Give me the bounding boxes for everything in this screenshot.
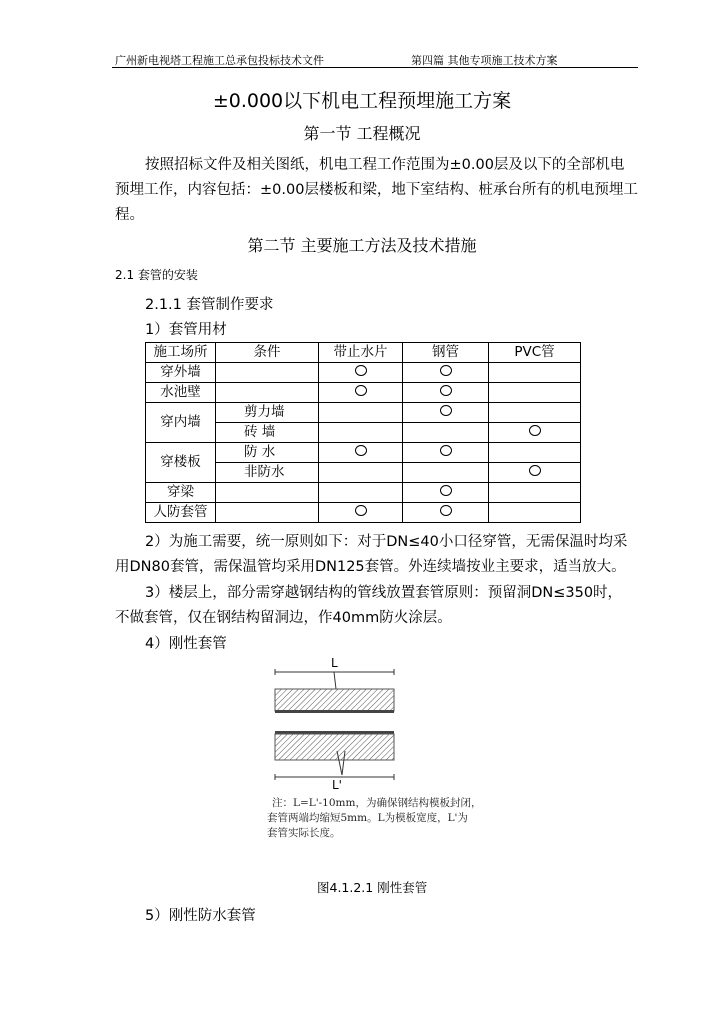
mark-cell xyxy=(489,503,581,523)
circle-mark-icon xyxy=(529,425,541,436)
table-row xyxy=(146,483,581,503)
figure-label-L-prime: L' xyxy=(332,778,342,792)
circle-mark-icon xyxy=(440,505,452,516)
column-header: 条件 xyxy=(216,343,319,363)
condition-cell: 非防水 xyxy=(216,463,319,483)
place-cell: 穿楼板 xyxy=(146,443,216,483)
mark-cell xyxy=(403,423,489,443)
mark-cell xyxy=(489,423,581,443)
item-2-cont: 用DN80套管，需保温管均采用DN125套管。外连续墙按业主要求，适当放大。 xyxy=(115,559,626,575)
mark-cell xyxy=(319,363,403,383)
mark-cell xyxy=(319,503,403,523)
circle-mark-icon xyxy=(440,385,452,396)
table-row xyxy=(146,403,581,423)
condition-cell: 剪力墙 xyxy=(216,403,319,423)
column-header: PVC管 xyxy=(489,343,581,363)
column-header: 施工场所 xyxy=(146,343,216,363)
mark-cell xyxy=(403,463,489,483)
mark-cell xyxy=(319,483,403,503)
mark-cell xyxy=(403,383,489,403)
figure-label-L: L xyxy=(331,656,338,670)
table-row xyxy=(146,443,581,463)
section2-heading: 第二节 主要施工方法及技术措施 xyxy=(247,236,477,255)
circle-mark-icon xyxy=(440,445,452,456)
mark-cell xyxy=(489,463,581,483)
place-cell: 穿内墙 xyxy=(146,403,216,443)
table-header-row xyxy=(146,343,581,363)
place-cell: 水池壁 xyxy=(146,383,216,403)
header-right: 第四篇 其他专项施工技术方案 xyxy=(411,54,558,67)
circle-mark-icon xyxy=(440,405,452,416)
circle-mark-icon xyxy=(355,505,367,516)
circle-mark-icon xyxy=(355,385,367,396)
item-2: 2）为施工需要，统一原则如下：对于DN≤40小口径穿管，无需保温时均采 xyxy=(145,534,628,550)
condition-cell xyxy=(216,503,319,523)
header-left: 广州新电视塔工程施工总承包投标技术文件 xyxy=(115,54,324,67)
column-header: 钢管 xyxy=(403,343,489,363)
section1-heading: 第一节 工程概况 xyxy=(303,124,421,143)
mark-cell xyxy=(489,383,581,403)
place-cell: 穿梁 xyxy=(146,483,216,503)
place-cell: 穿外墙 xyxy=(146,363,216,383)
header-divider xyxy=(112,67,638,68)
mark-cell xyxy=(489,443,581,463)
mark-cell xyxy=(403,443,489,463)
table-row xyxy=(146,383,581,403)
circle-mark-icon xyxy=(355,365,367,376)
condition-cell xyxy=(216,363,319,383)
mark-cell xyxy=(403,363,489,383)
item-3: 3）楼层上，部分需穿越钢结构的管线放置套管原则：预留洞DN≤350时， xyxy=(145,585,623,601)
item-1: 1）套管用材 xyxy=(145,322,227,338)
circle-mark-icon xyxy=(440,485,452,496)
circle-mark-icon xyxy=(355,445,367,456)
subsection-heading: 2.1 套管的安装 xyxy=(115,268,198,282)
subsubsection-heading: 2.1.1 套管制作要求 xyxy=(145,297,274,313)
condition-cell xyxy=(216,483,319,503)
item-3-cont: 不做套管，仅在钢结构留洞边，作40mm防火涂层。 xyxy=(115,610,452,626)
place-cell: 人防套管 xyxy=(146,503,216,523)
sleeve-material-table xyxy=(145,342,581,523)
para-line: 按照招标文件及相关图纸，机电工程工作范围为±0.00层及以下的全部机电 xyxy=(145,157,625,173)
condition-cell xyxy=(216,383,319,403)
figure-note: 套管实际长度。 xyxy=(267,827,341,839)
item-5: 5）刚性防水套管 xyxy=(145,908,256,924)
table-row xyxy=(146,503,581,523)
table-row xyxy=(146,363,581,383)
rigid-sleeve-figure xyxy=(270,655,400,785)
mark-cell xyxy=(319,423,403,443)
mark-cell xyxy=(319,383,403,403)
mark-cell xyxy=(319,443,403,463)
circle-mark-icon xyxy=(440,365,452,376)
page-title: ±0.000以下机电工程预埋施工方案 xyxy=(212,90,512,112)
mark-cell xyxy=(489,363,581,383)
mark-cell xyxy=(403,503,489,523)
mark-cell xyxy=(403,483,489,503)
para-line: 预埋工作，内容包括：±0.00层楼板和梁，地下室结构、桩承台所有的机电预埋工 xyxy=(115,182,638,198)
mark-cell xyxy=(319,463,403,483)
item-4: 4）刚性套管 xyxy=(145,636,227,652)
mark-cell xyxy=(403,403,489,423)
mark-cell xyxy=(319,403,403,423)
column-header: 带止水片 xyxy=(319,343,403,363)
figure-note: 套管两端均缩短5mm。L为模板宽度，L'为 xyxy=(267,812,468,824)
condition-cell: 砖 墙 xyxy=(216,423,319,443)
mark-cell xyxy=(489,403,581,423)
figure-note: 注：L=L'-10mm，为确保钢结构模板封闭， xyxy=(272,797,482,809)
para-line: 程。 xyxy=(115,207,144,223)
condition-cell: 防 水 xyxy=(216,443,319,463)
mark-cell xyxy=(489,483,581,503)
figure-caption: 图4.1.2.1 刚性套管 xyxy=(317,880,428,895)
circle-mark-icon xyxy=(529,465,541,476)
